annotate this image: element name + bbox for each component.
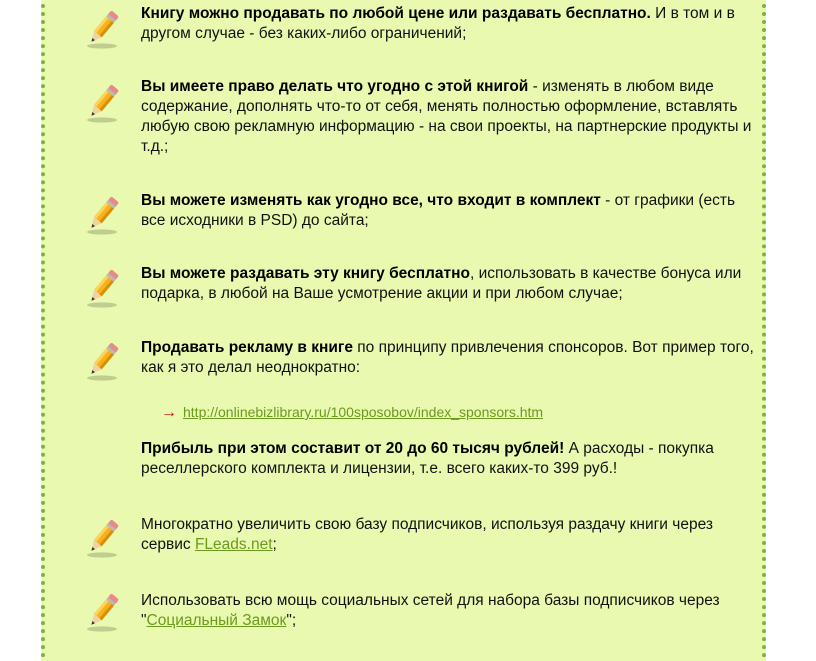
item-text [141,191,756,231]
item-rest-text: , использовать в качестве бонуса или подарка, в любой на Ваше усмотрение акции и при любом случае; [141,265,742,302]
item-rest-text: по принципу привлечения спонсоров. Вот пример того, как я это делал неоднократно: [141,339,754,376]
item-bold-text: Вы имеете право делать что угодно с этой книгой [141,78,529,95]
pencil-icon [83,265,123,309]
red-arrow-icon: → [161,404,177,421]
sponsor-link[interactable]: http://onlinebizlibrary.ru/100sposobov/index_sponsors.htm [183,404,544,420]
item-bold-text: Вы можете раздавать эту книгу бесплатно [141,265,470,282]
item-text [141,515,756,555]
item-rest-text: - от графики (есть все исходники в PSD) до сайта; [141,192,736,229]
sponsor-link-line [161,403,543,422]
content-panel [41,0,766,661]
item-text [141,338,756,378]
pencil-icon [83,192,123,236]
pencil-icon [83,338,123,382]
profit-text [141,439,756,479]
fleads-link[interactable]: FLeads.net [194,536,273,553]
item-after-text: "; [286,612,297,629]
item-text [141,591,756,631]
profit-rest-text: А расходы - покупка реселлерского комплекта и лицензии, т.е. всего каких-то 399 руб.! [141,440,714,477]
pencil-icon [83,80,123,124]
item-bold-text: Вы можете изменять как угодно все, что входит в комплект [141,192,601,209]
social-lock-link[interactable]: Социальный Замок [146,612,287,629]
item-bold-text: Продавать рекламу в книге [141,339,353,356]
pencil-icon [83,6,123,50]
pencil-icon [83,589,123,633]
pencil-icon [83,515,123,559]
item-text [141,77,756,157]
item-text [141,4,756,44]
item-rest-text: И в том и в другом случае - без каких-либо ограничений; [141,5,735,42]
item-before-text: Использовать всю мощь социальных сетей для набора базы подписчиков через " [141,592,720,629]
item-bold-text: Книгу можно продавать по любой цене или раздавать бесплатно. [141,5,651,22]
profit-bold-text: Прибыль при этом составит от 20 до 60 тысяч рублей! [141,440,565,457]
item-text [141,264,756,304]
item-before-text: Многократно увеличить свою базу подписчиков, используя раздачу книги через сервис [141,516,713,553]
item-rest-text: - изменять в любом виде содержание, дополнять что-то от себя, менять полностью оформление, вставлять любую свою рекламную информацию - на свои проекты, на партнерские продукты и т.д.; [141,78,752,155]
item-after-text: ; [272,536,277,553]
